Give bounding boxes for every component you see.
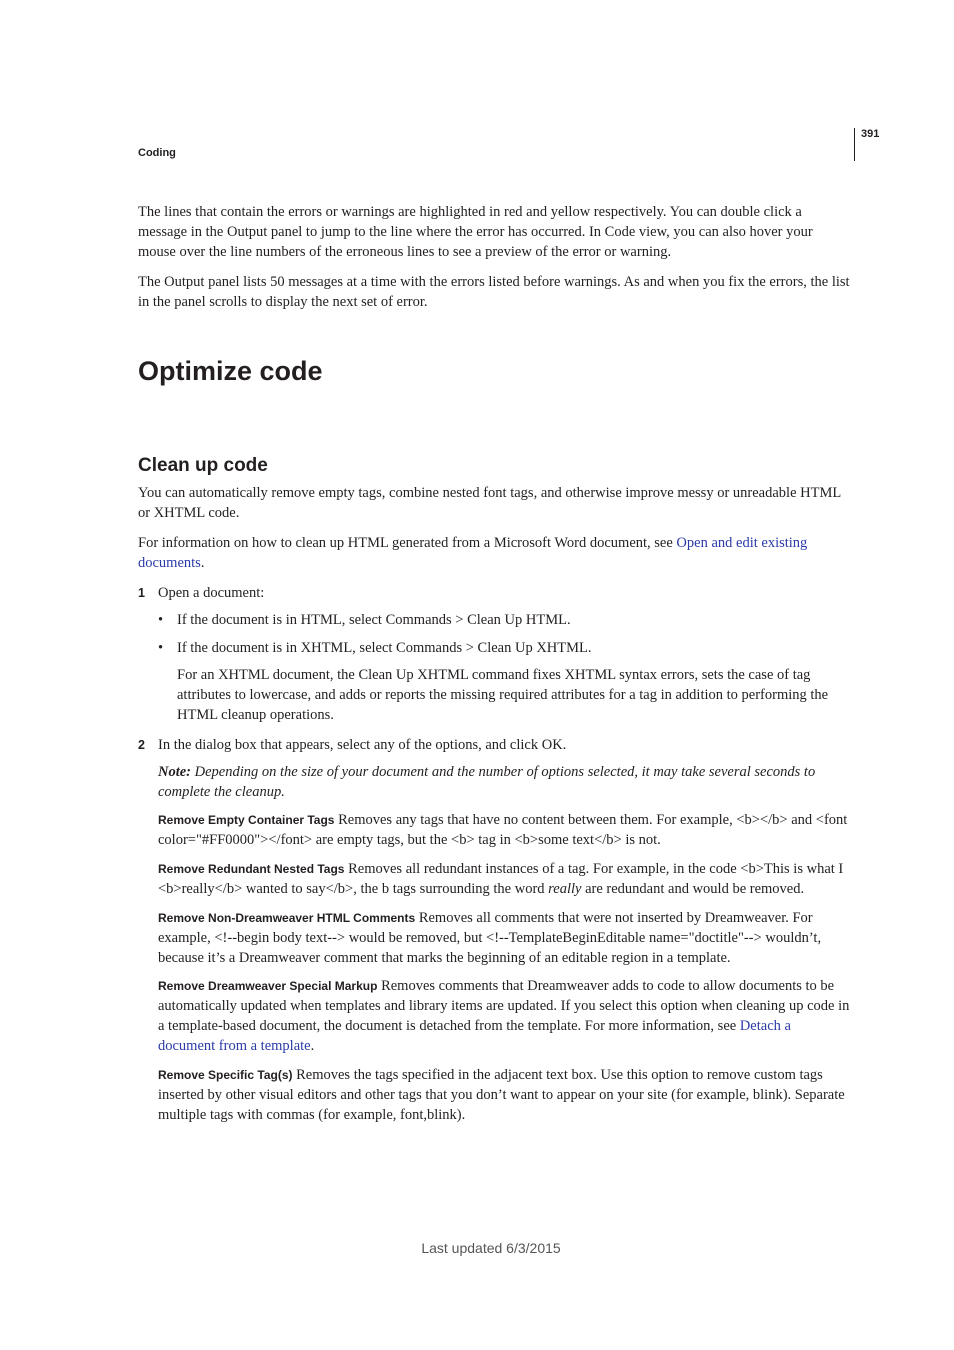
- step-2-number: 2: [138, 738, 145, 752]
- step-2-text: In the dialog box that appears, select any of the options, and click OK.: [158, 737, 567, 753]
- cleanup-intro: You can automatically remove empty tags, combine nested font tags, and otherwise improve messy or unreadable HTML or XHTML code.: [138, 485, 841, 521]
- option-special-markup-desc: Removes comments that Dreamweaver adds to code to allow documents to be automatically updated when templates and library items are updated. If you select this option when cleaning up code in a template-based document, the document is detached from the template. For more information, see: [158, 978, 850, 1034]
- option-specific-tags: [138, 1065, 850, 1125]
- bullet-xhtml-text: If the document is in XHTML, select Commands > Clean Up XHTML.: [177, 640, 592, 656]
- bullet-html: [138, 610, 850, 630]
- page-number: 391: [861, 128, 880, 140]
- detach-document-link[interactable]: Detach a document from a template: [158, 1018, 791, 1054]
- option-comments-term: Remove Non-Dreamweaver HTML Comments: [158, 911, 416, 925]
- bullet-html-text: If the document is in HTML, select Commands > Clean Up HTML.: [177, 612, 571, 628]
- last-updated: Last updated 6/3/2015: [421, 1240, 561, 1256]
- option-nested-tags-desc: Removes all redundant instances of a tag. For example, in the code <b>This is what I <b>really</b> wanted to say</b>, the b tags surrounding the word: [158, 861, 844, 897]
- note-text: Depending on the size of your document and the number of options selected, it may take several seconds to complete the cleanup.: [158, 764, 816, 800]
- cleanup-word-reference: [138, 533, 850, 573]
- option-empty-tags-term: Remove Empty Container Tags: [158, 813, 335, 827]
- word-ref-prefix: For information on how to clean up HTML generated from a Microsoft Word document, see: [138, 535, 677, 551]
- option-empty-tags: [138, 810, 850, 850]
- option-nested-tags-term: Remove Redundant Nested Tags: [158, 862, 345, 876]
- footer: [0, 1240, 954, 1256]
- note: [138, 762, 850, 802]
- option-specific-tags-desc: Removes the tags specified in the adjacent text box. Use this option to remove custom tags inserted by other visual editors and other tags that you don’t want to appear on your site (for example, blink). Separate multiple tags with commas (for example, font,blink).: [158, 1067, 845, 1123]
- xhtml-description: For an XHTML document, the Clean Up XHTML command fixes XHTML syntax errors, sets the case of tag attributes to lowercase, and adds or reports the missing required attributes for a tag in addition to performing the HTML cleanup operations.: [177, 667, 829, 723]
- section-heading: Clean up code: [138, 455, 268, 476]
- option-specific-tags-term: Remove Specific Tag(s): [158, 1068, 293, 1082]
- section-label: Coding: [138, 147, 176, 159]
- option-comments: [138, 908, 850, 968]
- option-comments-desc: Removes all comments that were not inserted by Dreamweaver. For example, <!--begin body text--> would be removed, but <!--TemplateBeginEditable name="doctitle"--> wouldn’t, because it’s a Dreamweaver comment that marks the beginning of an editable region in a template.: [158, 910, 822, 966]
- intro-paragraph-2: The Output panel lists 50 messages at a time with the errors listed before warnings. As and when you fix the errors, the list in the panel scrolls to display the next set of error.: [138, 274, 850, 310]
- step-1-number: 1: [138, 586, 145, 600]
- open-edit-documents-link[interactable]: Open and edit existing documents: [138, 535, 808, 571]
- step-2: [138, 735, 850, 755]
- option-special-markup-term: Remove Dreamweaver Special Markup: [158, 979, 378, 993]
- bullet-dot-icon: •: [158, 612, 164, 628]
- step-1-text: Open a document:: [158, 585, 265, 601]
- header-rule: [854, 128, 855, 161]
- step-1: [138, 583, 850, 603]
- intro-paragraph-1: The lines that contain the errors or warnings are highlighted in red and yellow respectively. You can double click a message in the Output panel to jump to the line where the error has occurred. In Code view, you can also hover your mouse over the line numbers of the erroneous lines to see a preview of the error or warning.: [138, 204, 813, 260]
- intro-section: [138, 202, 850, 312]
- bullet-dot-icon: •: [158, 640, 164, 656]
- option-nested-tags: [138, 859, 850, 899]
- page-title: Optimize code: [138, 356, 323, 386]
- option-empty-tags-desc: Removes any tags that have no content between them. For example, <b></b> and <font color="#FF0000"></font> are empty tags, but the <b> tag in <b>some text</b> is not.: [158, 812, 848, 848]
- option-special-markup: [138, 976, 850, 1056]
- option-special-markup-suffix: .: [310, 1038, 315, 1054]
- option-nested-tags-desc-end: are redundant and would be removed.: [581, 881, 805, 897]
- cleanup-section: [138, 483, 850, 1125]
- note-label: Note:: [158, 764, 192, 780]
- word-ref-suffix: .: [200, 555, 205, 571]
- bullet-xhtml: [138, 638, 850, 658]
- option-nested-tags-emphasis: really: [548, 881, 582, 897]
